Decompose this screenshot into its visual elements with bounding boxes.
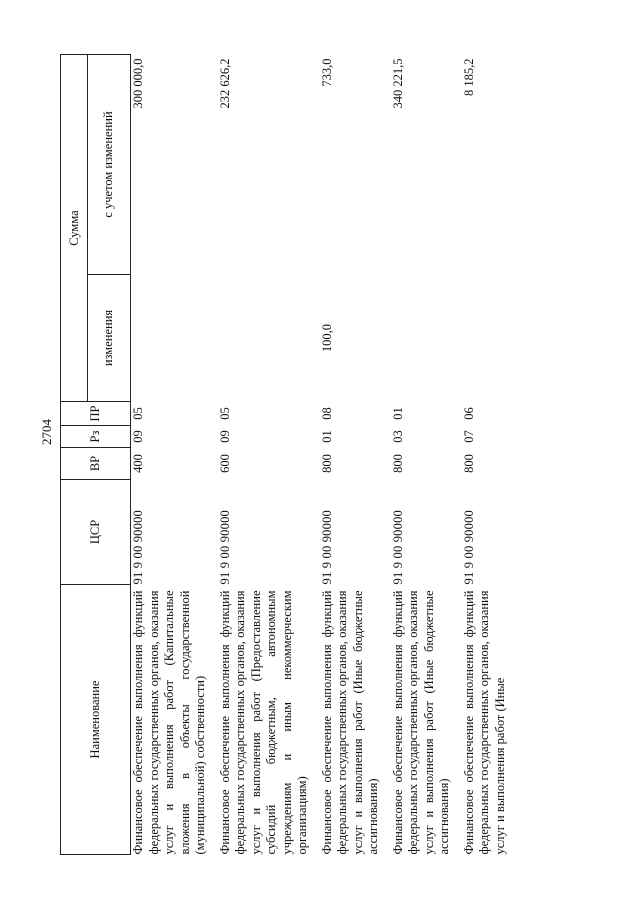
row-pr: 05 (131, 407, 145, 420)
header-rz: Рз (61, 426, 131, 448)
header-csr: ЦСР (61, 480, 131, 585)
row-rz: 01 (319, 430, 334, 443)
row-vr: 800 (390, 454, 405, 473)
header-vr: ВР (61, 448, 131, 480)
row-changes: 100,0 (319, 323, 334, 353)
row-with-changes: 300 000,0 (131, 58, 145, 109)
row-changes (131, 275, 218, 402)
row-vr: 800 (319, 454, 334, 473)
row-vr: 600 (217, 454, 232, 473)
row-name: Финансовое обеспечение выполнения функций федеральных государственных органов, оказания услуг и выполнения работ (Иные (461, 590, 507, 855)
row-pr: 08 (319, 407, 334, 420)
budget-table (60, 54, 517, 855)
page-number: 2704 (39, 419, 54, 445)
row-pr: 06 (461, 407, 476, 420)
row-rz: 03 (390, 430, 405, 443)
row-name: Финансовое обеспечение выполнения функций федеральных государственных органов, оказания услуг и выполнения работ (Иные бюджетные ассигнования) (319, 590, 380, 855)
row-rz: 09 (217, 430, 232, 443)
row-pr: 05 (217, 407, 232, 420)
row-name: Финансовое обеспечение выполнения функций федеральных государственных органов, оказания услуг и выполнения работ (Капитальные вложения в объекты государственной (муниципальной) собственности) (131, 590, 207, 855)
row-pr: 01 (390, 407, 405, 420)
header-name: Наименование (61, 585, 131, 855)
row-csr: 91 9 00 90000 (319, 510, 334, 585)
table-row (320, 55, 391, 855)
table-row (391, 55, 462, 855)
row-vr: 400 (131, 454, 145, 473)
row-changes (218, 275, 320, 402)
row-name: Финансовое обеспечение выполнения функций федеральных государственных органов, оказания услуг и выполнения работ (Иные бюджетные ассигнования) (390, 590, 451, 855)
header-changes: изменения (88, 275, 131, 402)
row-csr: 91 9 00 90000 (217, 510, 232, 585)
header-with-changes: с учетом изменений (88, 55, 131, 275)
header-pr: ПР (61, 402, 131, 426)
row-rz: 09 (131, 430, 145, 443)
row-csr: 91 9 00 90000 (390, 510, 405, 585)
row-vr: 800 (461, 454, 476, 473)
row-rz: 07 (461, 430, 476, 443)
header-sum: Сумма (61, 55, 88, 402)
row-csr: 91 9 00 90000 (461, 510, 476, 585)
row-with-changes: 340 221,5 (390, 58, 405, 109)
row-with-changes: 733,0 (319, 58, 334, 87)
row-changes (462, 275, 518, 402)
row-with-changes: 8 185,2 (461, 58, 476, 96)
rotated-page-content (60, 55, 605, 855)
table-row (462, 55, 518, 855)
row-with-changes: 232 626,2 (217, 58, 232, 109)
row-changes (391, 275, 462, 402)
table-row (218, 55, 320, 855)
row-csr: 91 9 00 90000 (131, 510, 145, 585)
table-row (131, 55, 218, 855)
row-name: Финансовое обеспечение выполнения функций федеральных государственных органов, оказания услуг и выполнения работ (Предоставление субсидий бюджетным, автономным учреждениям и иным некоммерческим организациям) (217, 590, 309, 855)
